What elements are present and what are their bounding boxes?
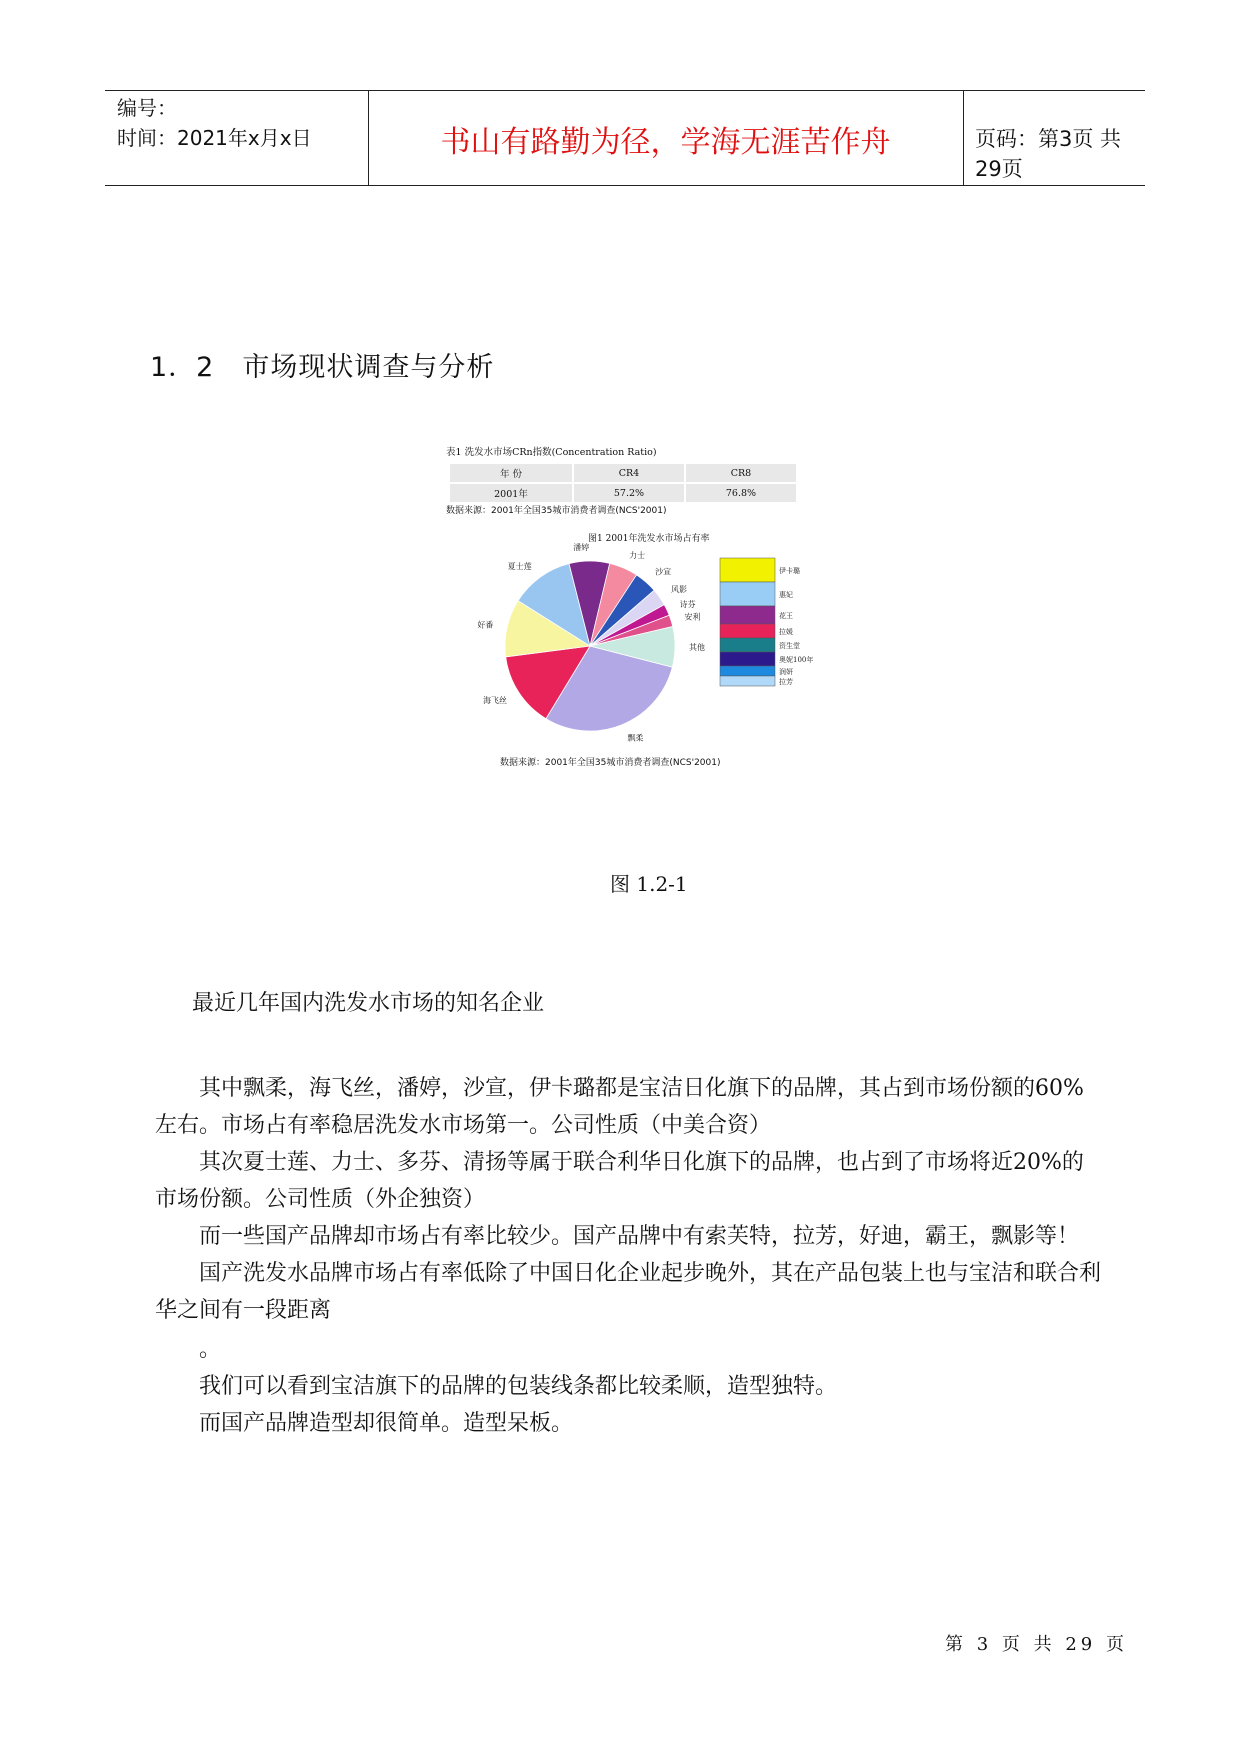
legend-swatch [720,638,775,652]
chart-title: 图1 2001年洗发水市场占有率 [588,534,710,544]
legend-label: 润妍 [779,668,793,676]
number-label: 编号： [117,96,177,120]
page-header [105,90,1145,186]
table-cell: 2001年 [450,484,572,502]
legend-swatch [720,652,775,666]
header-motto: 书山有路勤为径，学海无涯苦作舟 [440,125,891,160]
legend-swatch [720,606,775,624]
legend-swatch [720,676,775,686]
pie-slice-label: 好番 [477,620,494,630]
figure-caption: 图 1.2-1 [610,872,688,896]
page-footer: 第 3 页 共 29 页 [945,1634,1128,1655]
pie-slice-label: 风影 [671,585,688,595]
paragraph: 其中飘柔，海飞丝，潘婷，沙宣，伊卡璐都是宝洁日化旗下的品牌，其占到市场份额的60%左右。市场占有率稳居洗发水市场第一。公司性质（中美合资） [155,1076,1084,1138]
legend-swatch [720,582,775,606]
legend-swatch [720,666,775,676]
header-page-label: 页码：第3页 共29页 [975,127,1122,181]
legend-label: 资生堂 [779,642,800,650]
section-heading: 1．2 市场现状调查与分析 [150,352,495,383]
legend-label: 奥妮100年 [779,656,814,664]
paragraph: 其次夏士莲、力士、多芬、清扬等属于联合利华日化旗下的品牌，也占到了市场将近20%的市场份额。公司性质（外企独资） [155,1150,1084,1212]
table-cell: 76.8% [686,484,796,502]
intro-text: 最近几年国内洗发水市场的知名企业 [192,991,545,1016]
time-label: 时间：2021年x月x日 [117,126,312,150]
legend-label: 惠妃 [779,591,793,599]
table-header-cell: CR4 [574,464,684,482]
chart-source: 数据来源：2001年全国35城市消费者调查(NCS'2001) [500,758,721,768]
paragraph: 而国产品牌造型却很简单。造型呆板。 [199,1411,574,1436]
header-meta [117,93,367,153]
pie-slice-label: 飘柔 [627,733,644,743]
body-text [155,1070,1105,1442]
legend-label: 伊卡璐 [779,567,800,575]
figure [440,438,814,778]
pie-slice-label: 海飞丝 [483,696,508,706]
legend-label: 花王 [779,612,793,620]
paragraph: 国产洗发水品牌市场占有率低除了中国日化企业起步晚外，其在产品包装上也与宝洁和联合利华之间有一段距离 [155,1261,1102,1323]
table-cell: 57.2% [574,484,684,502]
table-source: 数据来源：2001年全国35城市消费者调查(NCS'2001) [446,506,667,516]
pie-slice-label: 安利 [684,612,701,622]
paragraph: 我们可以看到宝洁旗下的品牌的包装线条都比较柔顺，造型独特。 [199,1374,838,1399]
paragraph: 。 [199,1337,222,1362]
pie-slice-label: 沙宣 [655,567,672,577]
legend-label: 拉媛 [779,628,793,636]
legend-swatch [720,558,775,582]
cr-table [448,462,798,504]
header-divider [963,91,964,185]
table-row [450,484,796,502]
pie-slice-label: 诗芬 [679,599,696,609]
table-header-cell: 年 份 [450,464,572,482]
table-title: 表1 洗发水市场CRn指数(Concentration Ratio) [446,447,657,458]
pie-slice-label: 潘婷 [573,543,590,553]
legend-label: 拉芳 [779,678,793,686]
pie-chart [440,538,814,753]
table-header-row [450,464,796,482]
table-header-cell: CR8 [686,464,796,482]
paragraph: 而一些国产品牌却市场占有率比较少。国产品牌中有索芙特，拉芳，好迪，霸王，飘影等！ [199,1224,1080,1249]
pie-slice-label: 力士 [629,551,646,561]
legend-swatch [720,624,775,638]
pie-slice-label: 夏士莲 [507,561,532,571]
pie-slice-label: 其他 [688,642,705,652]
